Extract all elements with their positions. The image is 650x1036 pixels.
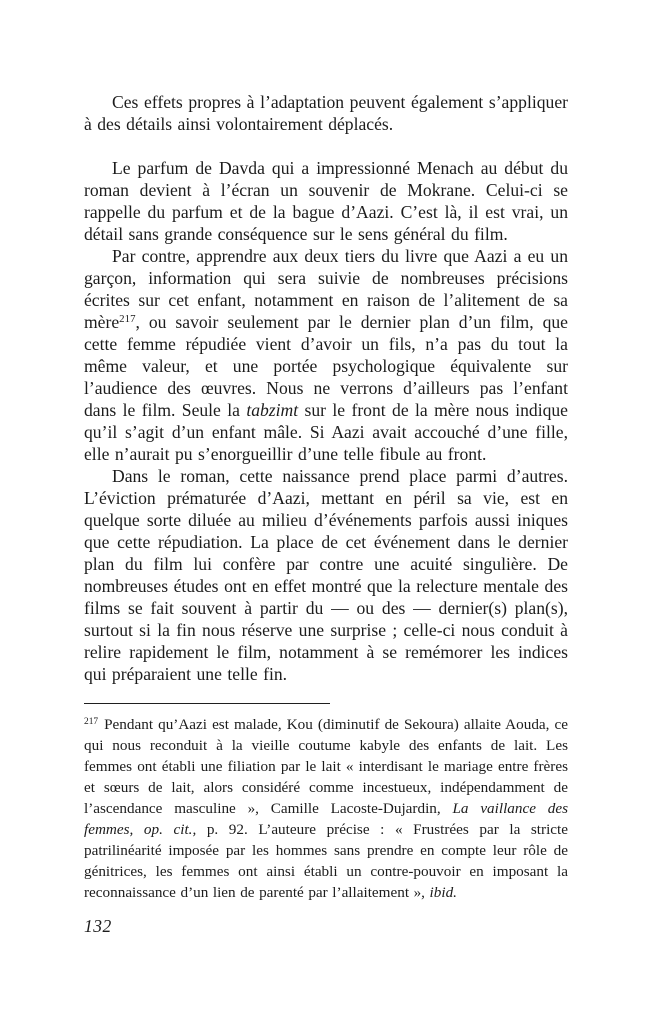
- text-segment: Ces effets propres à l’adaptation peuvent également s’appliquer à des détails ainsi volontairement déplacés.: [84, 92, 568, 134]
- italic-text: tabzimt: [246, 400, 299, 420]
- paragraph-4: [84, 465, 568, 685]
- footnote-separator: [84, 703, 330, 704]
- footnote-reference: 217: [119, 313, 136, 325]
- text-segment: Le parfum de Davda qui a impressionné Menach au début du roman devient à l’écran un souvenir de Mokrane. Celui-ci se rappelle du parfum et de la bague d’Aazi. C’est là, il est vrai, un détail sans grande conséquence sur le sens général du film.: [84, 158, 568, 244]
- footnote-217: [84, 714, 568, 903]
- paragraph-1: [84, 91, 568, 135]
- text-segment: , ou savoir seulement par le dernier plan d’un film, que cette femme répudiée vient d’avoir un fils, n’a pas du tout la même valeur, et une portée psychologique équivalente sur l’audience des œuvres. Nous ne verrons d’ailleurs pas l’enfant dans le film. Seule la: [84, 312, 568, 420]
- footnote-section: [84, 714, 568, 903]
- text-segment: Pendant qu’Aazi est malade, Kou (diminutif de Sekoura) allaite Aouda, ce qui nous reconduit à la vieille coutume kabyle des enfants de lait. Les femmes ont établi une filiation par le lait « interdisant le mariage entre frères et sœurs de lait, alors considéré comme incestueux, indépendamment de l’ascendance masculine », Camille Lacoste-Dujardin,: [84, 716, 568, 817]
- paragraph-3: [84, 245, 568, 465]
- footnote-marker: 217: [84, 716, 99, 727]
- text-segment: p. 92. L’auteure précise : « Frustrées par la stricte patrilinéarité imposée par les hommes sans prendre en compte leur rôle de génitrices, les femmes ont ainsi établi un contre-pouvoir en imposant la reconnaissance d’un lien de parenté par l’allaitement »,: [84, 821, 569, 901]
- paragraph-2: [84, 157, 568, 245]
- text-segment: sur le front de la mère nous indique qu’il s’agit d’un enfant mâle. Si Aazi avait accouché d’une fille, elle n’aurait pu s’enorgueillir d’une telle fibule au front.: [84, 400, 568, 464]
- text-segment: Dans le roman, cette naissance prend place parmi d’autres. L’éviction prématurée d’Aazi, mettant en péril sa vie, est en quelque sorte diluée au milieu d’événements parfois aussi iniques que cette répudiation. La place de cet événement dans le dernier plan du film lui confère par contre une acuité singulière. De nombreuses études ont en effet montré que la relecture mentale des films se fait souvent à partir du — ou des — dernier(s) plan(s), surtout si la fin nous réserve une surprise ; celle-ci nous conduit à relire rapidement le film, notamment à se remémorer les indices qui préparaient une telle fin.: [84, 466, 568, 684]
- footnote-body: [84, 716, 568, 901]
- italic-text: La vaillance des femmes, op. cit.,: [84, 800, 569, 838]
- text-segment: Par contre, apprendre aux deux tiers du livre que Aazi a eu un garçon, information qui sera suivie de nombreuses précisions écrites sur cet enfant, notamment en raison de l’alitement de sa mère: [84, 246, 568, 332]
- body-text: [84, 91, 568, 685]
- italic-text: ibid.: [429, 884, 457, 901]
- page-number: 132: [84, 916, 112, 936]
